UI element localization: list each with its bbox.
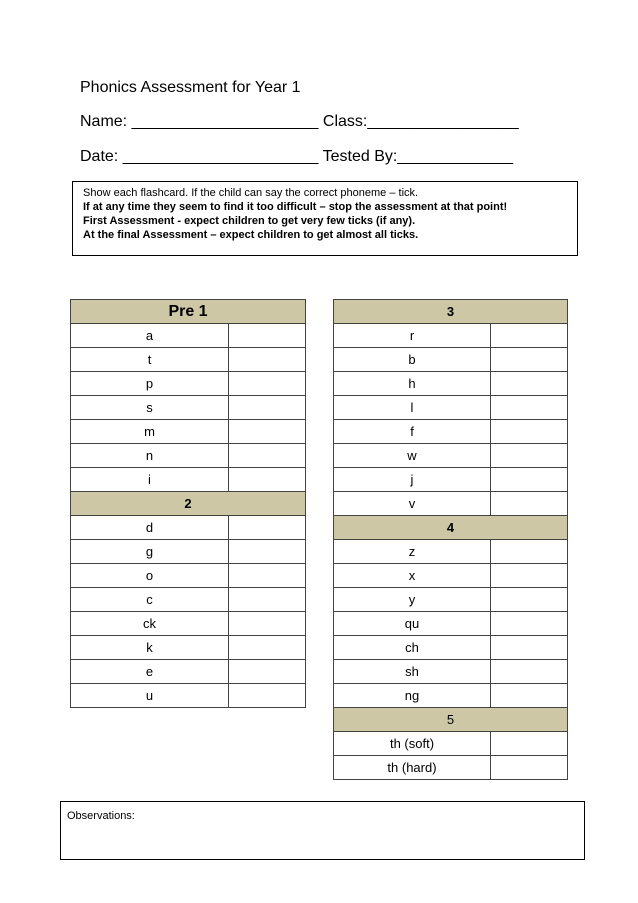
tick-cell[interactable] [229,660,306,684]
table-row [71,636,306,660]
phoneme-cell: ng [334,684,491,708]
tick-cell[interactable] [491,468,568,492]
section-header: 3 [334,300,568,324]
tick-cell[interactable] [491,732,568,756]
phoneme-cell: u [71,684,229,708]
table-row [71,444,306,468]
table-row [334,660,568,684]
phoneme-cell: th (hard) [334,756,491,780]
phoneme-cell: c [71,588,229,612]
tick-cell[interactable] [229,372,306,396]
tick-cell[interactable] [491,660,568,684]
tick-cell[interactable] [491,348,568,372]
section-header-row [71,300,306,324]
phoneme-cell: r [334,324,491,348]
table-row [71,564,306,588]
table-row [71,516,306,540]
table-row [334,444,568,468]
table-row [334,732,568,756]
tick-cell[interactable] [229,396,306,420]
table-row [71,324,306,348]
tick-cell[interactable] [229,348,306,372]
table-row [334,540,568,564]
tick-cell[interactable] [229,468,306,492]
table-row [71,684,306,708]
phoneme-cell: v [334,492,491,516]
table-row [334,564,568,588]
tick-cell[interactable] [229,324,306,348]
table-row [71,348,306,372]
table-row [71,468,306,492]
table-row [334,684,568,708]
table-row [71,588,306,612]
phoneme-cell: o [71,564,229,588]
phoneme-cell: i [71,468,229,492]
phoneme-cell: ck [71,612,229,636]
table-row [71,540,306,564]
tick-cell[interactable] [491,564,568,588]
tick-cell[interactable] [229,564,306,588]
tick-cell[interactable] [491,396,568,420]
table-row [334,372,568,396]
table-row [334,588,568,612]
table-row [334,492,568,516]
phoneme-cell: z [334,540,491,564]
instruction-line-1: Show each flashcard. If the child can say the correct phoneme – tick. [83,187,419,199]
section-header-row [334,516,568,540]
table-row [71,372,306,396]
section-header: 2 [71,492,306,516]
phoneme-cell: e [71,660,229,684]
phoneme-cell: t [71,348,229,372]
section-header-row [334,708,568,732]
table-row [334,348,568,372]
tick-cell[interactable] [491,324,568,348]
phoneme-cell: th (soft) [334,732,491,756]
phoneme-cell: m [71,420,229,444]
phoneme-cell: d [71,516,229,540]
instruction-line-3: First Assessment - expect children to get very few ticks (if any). [83,215,416,227]
phoneme-cell: k [71,636,229,660]
table-row [334,396,568,420]
date-tested-by-line: Date: ______________________ Tested By:_____________ [80,148,513,165]
phoneme-cell: j [334,468,491,492]
phoneme-cell: p [71,372,229,396]
tick-cell[interactable] [491,636,568,660]
instruction-line-4: At the final Assessment – expect children to get almost all ticks. [83,229,419,241]
observations-label: Observations: [67,810,135,822]
table-row [334,468,568,492]
phoneme-cell: l [334,396,491,420]
tick-cell[interactable] [229,444,306,468]
phoneme-cell: g [71,540,229,564]
tick-cell[interactable] [491,372,568,396]
tick-cell[interactable] [229,636,306,660]
phoneme-cell: sh [334,660,491,684]
left-phoneme-table [70,299,306,708]
tick-cell[interactable] [229,588,306,612]
tick-cell[interactable] [491,540,568,564]
tick-cell[interactable] [491,684,568,708]
phoneme-cell: y [334,588,491,612]
phoneme-cell: ch [334,636,491,660]
tick-cell[interactable] [491,756,568,780]
tick-cell[interactable] [229,420,306,444]
tick-cell[interactable] [491,444,568,468]
phoneme-cell: f [334,420,491,444]
instruction-line-2: If at any time they seem to find it too difficult – stop the assessment at that point! [83,201,508,213]
observations-box[interactable] [60,801,585,860]
tick-cell[interactable] [491,492,568,516]
section-header: 5 [334,708,568,732]
phoneme-cell: h [334,372,491,396]
tick-cell[interactable] [491,588,568,612]
tick-cell[interactable] [229,684,306,708]
section-header: Pre 1 [71,300,306,324]
section-header: 4 [334,516,568,540]
section-header-row [334,300,568,324]
table-row [334,612,568,636]
right-phoneme-table [333,299,568,780]
tick-cell[interactable] [229,612,306,636]
tick-cell[interactable] [229,540,306,564]
table-row [334,324,568,348]
page-title: Phonics Assessment for Year 1 [80,79,301,96]
table-row [71,660,306,684]
table-row [71,420,306,444]
tick-cell[interactable] [229,516,306,540]
phoneme-cell: b [334,348,491,372]
phoneme-cell: a [71,324,229,348]
tick-cell[interactable] [491,420,568,444]
phoneme-cell: s [71,396,229,420]
phoneme-cell: x [334,564,491,588]
table-row [71,612,306,636]
table-row [334,756,568,780]
name-class-line: Name: _____________________ Class:_________________ [80,113,519,130]
instructions-box [72,181,578,256]
table-row [71,396,306,420]
table-row [334,420,568,444]
tick-cell[interactable] [491,612,568,636]
phoneme-cell: qu [334,612,491,636]
table-row [334,636,568,660]
section-header-row [71,492,306,516]
phoneme-cell: n [71,444,229,468]
phoneme-cell: w [334,444,491,468]
